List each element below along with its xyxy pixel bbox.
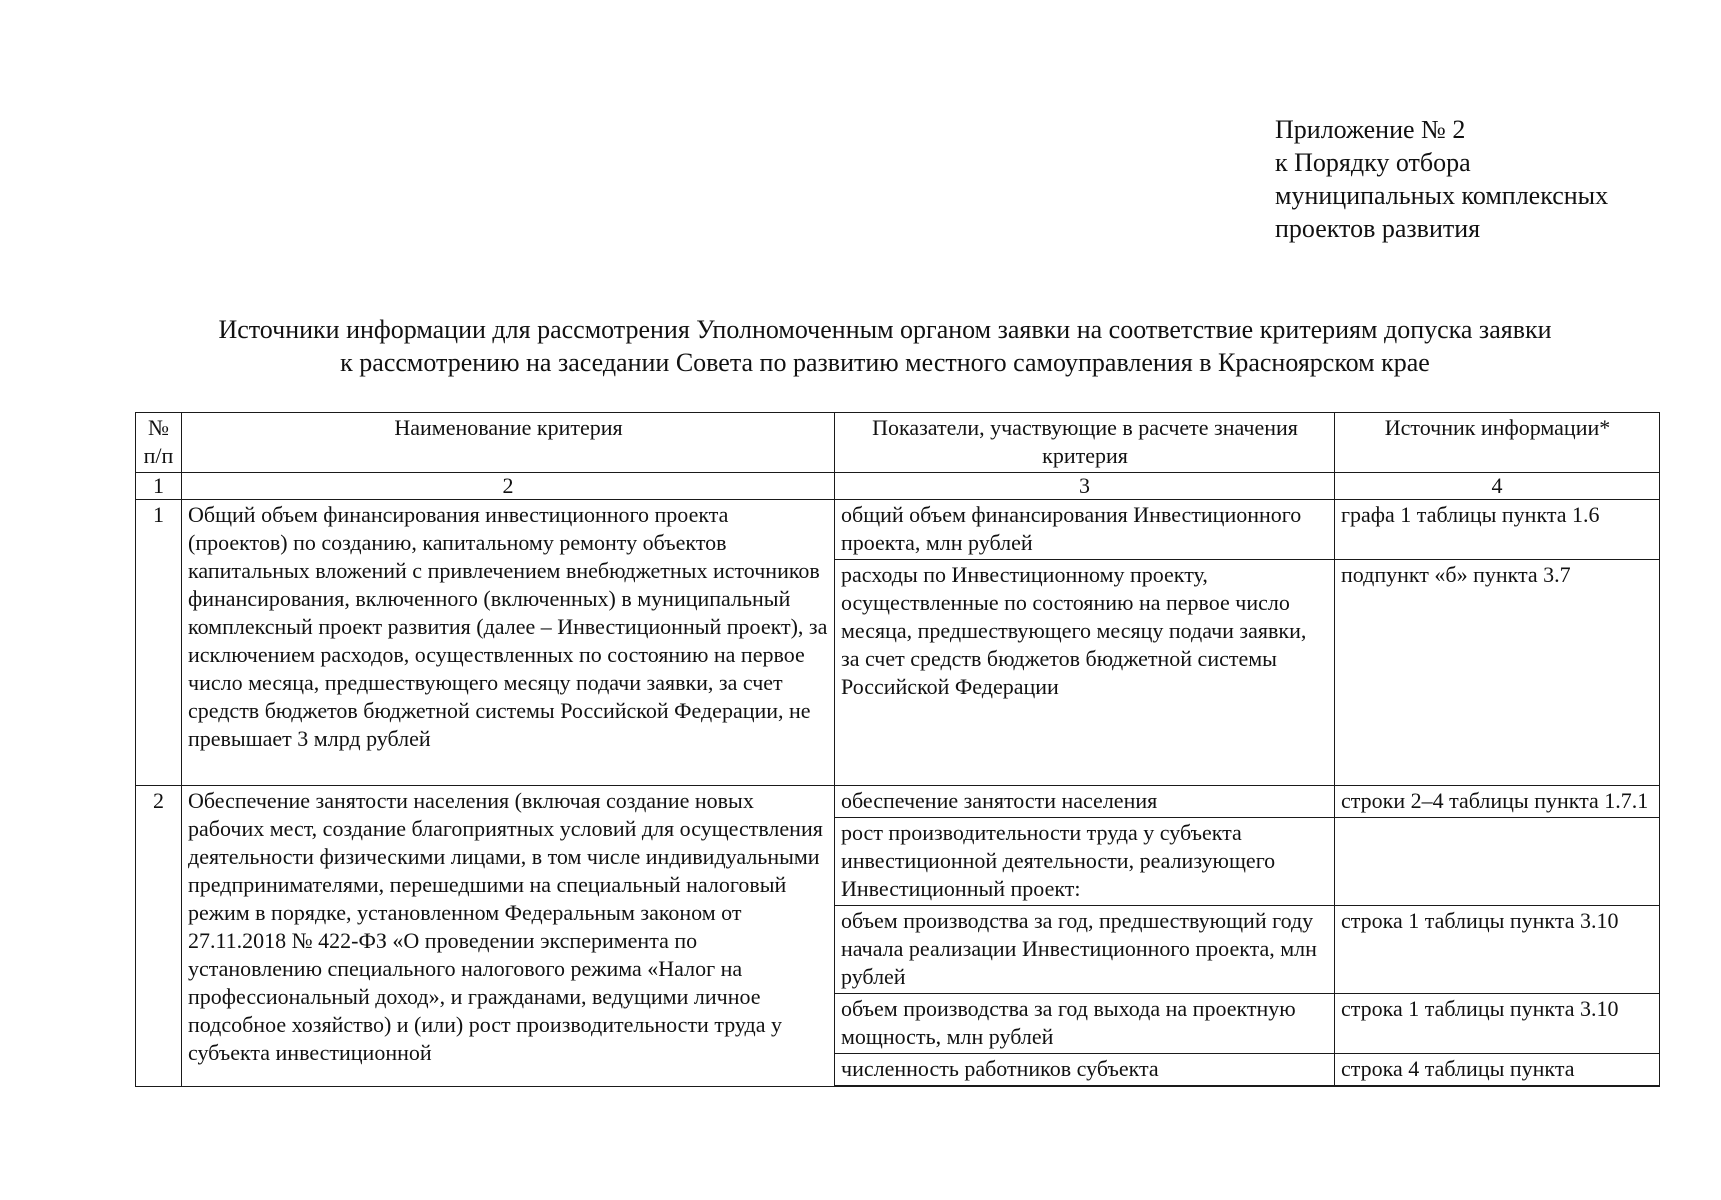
criteria-table: [135, 412, 1660, 1087]
row-number: 2: [136, 786, 182, 1087]
indicator-text: обеспечение занятости населения: [835, 786, 1335, 818]
source-text: строка 1 таблицы пункта 3.10: [1335, 994, 1660, 1054]
table-header-row: [136, 413, 1660, 473]
column-number: 4: [1335, 473, 1660, 500]
appendix-line: муниципальных комплексных: [1275, 181, 1609, 210]
header-num: № п/п: [136, 413, 182, 473]
header-criterion: Наименование критерия: [182, 413, 835, 473]
source-text: графа 1 таблицы пункта 1.6: [1335, 500, 1660, 560]
source-text: подпункт «б» пункта 3.7: [1335, 560, 1660, 786]
source-text: строка 4 таблицы пункта: [1335, 1054, 1660, 1087]
appendix-line: Приложение № 2: [1275, 115, 1466, 144]
indicator-text: объем производства за год, предшествующий году начала реализации Инвестиционного проекта, млн рублей: [835, 906, 1335, 994]
indicator-text: объем производства за год выхода на проектную мощность, млн рублей: [835, 994, 1335, 1054]
row-number: 1: [136, 500, 182, 786]
column-numbers-row: [136, 473, 1660, 500]
title-line-2: к рассмотрению на заседании Совета по развитию местного самоуправления в Красноярском крае: [340, 348, 1430, 377]
document-title: [120, 313, 1650, 379]
title-line-1: Источники информации для рассмотрения Уполномоченным органом заявки на соответствие критериям допуска заявки: [218, 315, 1552, 344]
appendix-line: проектов развития: [1275, 214, 1481, 243]
column-number: 1: [136, 473, 182, 500]
source-text: [1335, 818, 1660, 906]
source-text: строка 1 таблицы пункта 3.10: [1335, 906, 1660, 994]
header-indicators: Показатели, участвующие в расчете значения критерия: [835, 413, 1335, 473]
table-row: [136, 786, 1660, 818]
appendix-note: [1275, 113, 1608, 245]
table-row: [136, 500, 1660, 560]
column-number: 3: [835, 473, 1335, 500]
indicator-text: расходы по Инвестиционному проекту, осуществленные по состоянию на первое число месяца, предшествующего месяцу подачи заявки, за счет средств бюджетов бюджетной системы Российской Федерации: [835, 560, 1335, 786]
header-source: Источник информации*: [1335, 413, 1660, 473]
criterion-text: Обеспечение занятости населения (включая создание новых рабочих мест, создание благоприятных условий для осуществления деятельности физическими лицами, в том числе индивидуальными предпринимателями, перешедшими на специальный налоговый режим в порядке, установленном Федеральным законом от 27.11.2018 № 422-ФЗ «О проведении эксперимента по установлению специального налогового режима «Налог на профессиональный доход», и гражданами, ведущими личное подсобное хозяйство) и (или) рост производительности труда у субъекта инвестиционной: [182, 786, 835, 1087]
appendix-line: к Порядку отбора: [1275, 148, 1471, 177]
source-text: строки 2–4 таблицы пункта 1.7.1: [1335, 786, 1660, 818]
indicator-text: численность работников субъекта: [835, 1054, 1335, 1087]
column-number: 2: [182, 473, 835, 500]
indicator-text: общий объем финансирования Инвестиционного проекта, млн рублей: [835, 500, 1335, 560]
indicator-text: рост производительности труда у субъекта инвестиционной деятельности, реализующего Инвестиционный проект:: [835, 818, 1335, 906]
criterion-text: Общий объем финансирования инвестиционного проекта (проектов) по созданию, капитальному ремонту объектов капитальных вложений с привлечением внебюджетных источников финансирования, включенного (включенных) в муниципальный комплексный проект развития (далее – Инвестиционный проект), за исключением расходов, осуществленных по состоянию на первое число месяца, предшествующего месяцу подачи заявки, за счет средств бюджетов бюджетной системы Российской Федерации, не превышает 3 млрд рублей: [182, 500, 835, 786]
